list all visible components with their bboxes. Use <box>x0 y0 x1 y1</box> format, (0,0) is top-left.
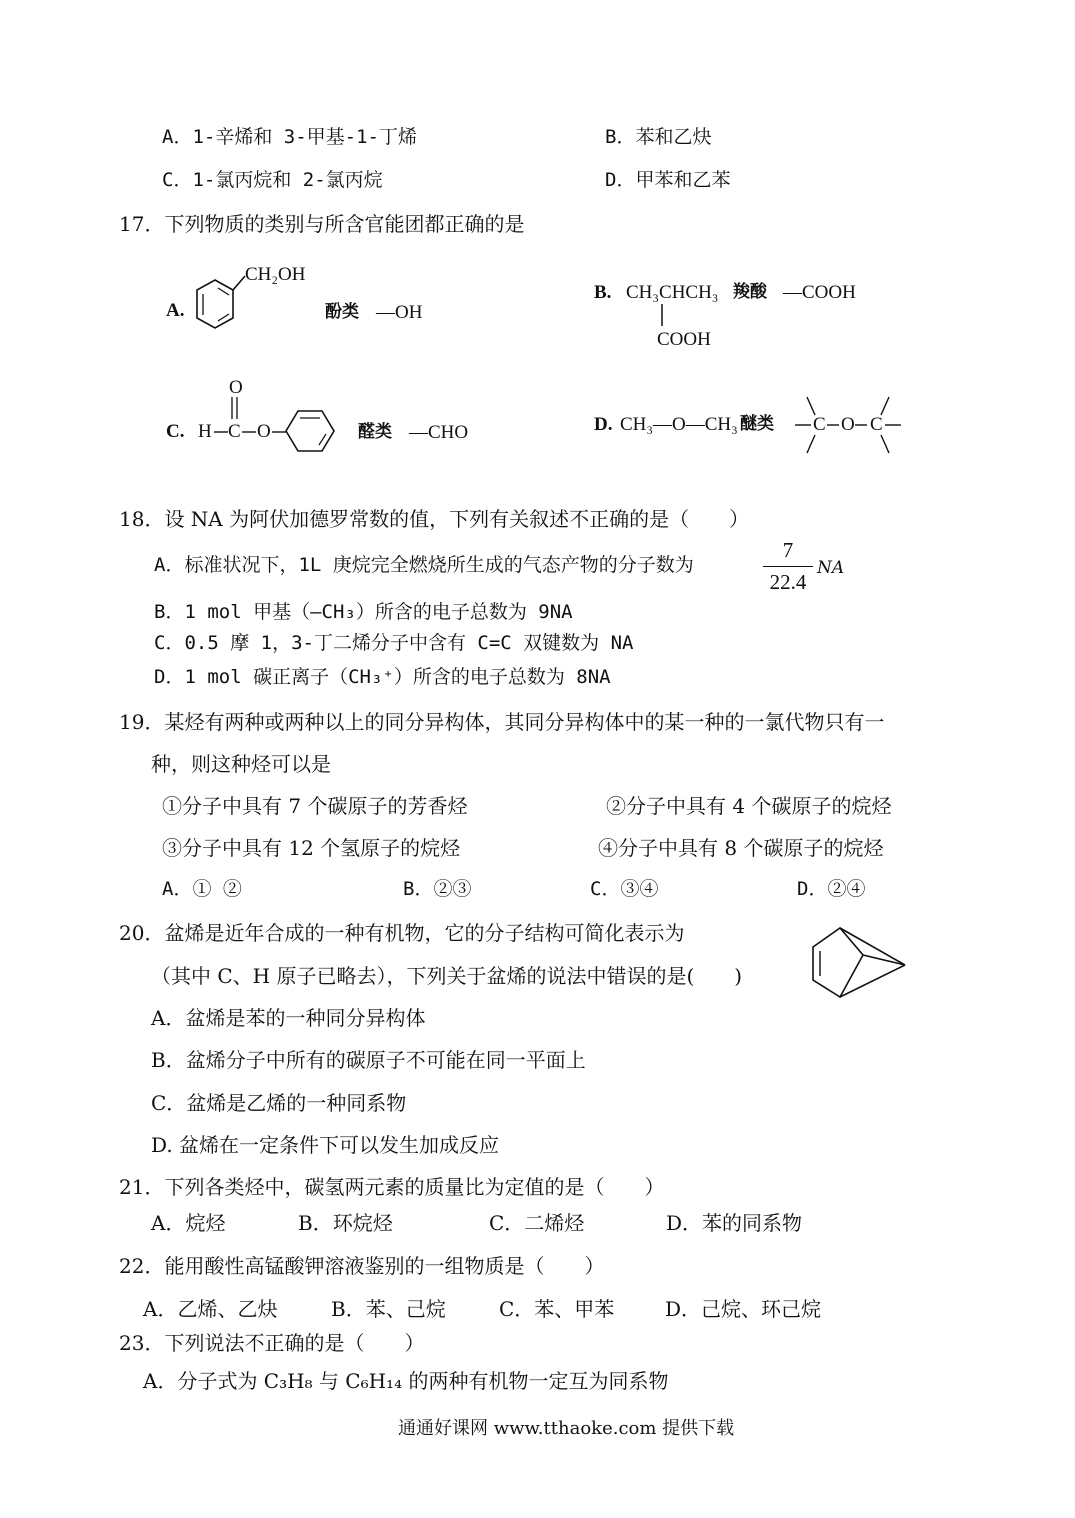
q16-option-b: B．苯和乙炔 <box>605 126 712 148</box>
q18-option-a: A．标准状况下，1L 庚烷完全燃烧所生成的气态产物的分子数为 <box>154 554 694 576</box>
q17-c-c: C <box>228 421 241 442</box>
q22-option-c: C．苯、甲苯 <box>499 1297 615 1321</box>
q19-option-c: C．③④ <box>590 878 659 900</box>
q17-b-class: 羧酸 <box>733 282 767 301</box>
q20-stem-line2: （其中 C、H 原子已略去），下列关于盆烯的说法中错误的是( ) <box>151 964 743 988</box>
q20-option-c: C．盆烯是乙烯的一种同系物 <box>151 1091 407 1115</box>
benzene-ring-a <box>195 268 245 348</box>
q19-choice-1: ①分子中具有 7 个碳原子的芳香烃 <box>162 794 468 818</box>
q21-option-d: D．苯的同系物 <box>666 1211 803 1235</box>
q16-option-d: D．甲苯和乙苯 <box>605 169 731 191</box>
q18-stem: 18．设 NA 为阿伏加德罗常数的值，下列有关叙述不正确的是（ ） <box>119 507 750 531</box>
q17-b-branch: COOH <box>657 329 711 350</box>
q17-d-fg-c2: C <box>870 414 883 435</box>
q21-option-b: B．环烷烃 <box>298 1211 393 1235</box>
q19-choice-2: ②分子中具有 4 个碳原子的烷烃 <box>606 794 892 818</box>
q19-option-b: B．②③ <box>403 878 472 900</box>
q17-d-fg-o: O <box>841 414 855 435</box>
q19-option-d: D．②④ <box>797 878 866 900</box>
q17-b-formula: CH₃CHCH₃ <box>626 282 719 303</box>
q17-b-bond <box>660 304 664 326</box>
q17-a-substituent: CH₂OH <box>245 264 306 285</box>
q17-c-h: H <box>198 421 212 442</box>
q17-c-ester-o: O <box>257 421 271 442</box>
q20-option-a: A．盆烯是苯的一种同分异构体 <box>151 1006 426 1030</box>
q17-d-fg-c1: C <box>813 414 826 435</box>
q17-a-group: —OH <box>376 302 423 323</box>
q19-choice-3: ③分子中具有 12 个氢原子的烷烃 <box>162 836 461 860</box>
q23-stem: 23．下列说法不正确的是（ ） <box>119 1331 425 1355</box>
q16-option-a: A．1-辛烯和 3-甲基-1-丁烯 <box>162 126 417 148</box>
q21-option-a: A．烷烃 <box>151 1211 226 1235</box>
q17-stem: 17．下列物质的类别与所含官能团都正确的是 <box>119 212 525 236</box>
q17-d-class: 醚类 <box>740 414 774 433</box>
q18-option-a-na: NA <box>817 558 845 578</box>
q18-option-b: B．1 mol 甲基（—CH₃）所含的电子总数为 9NA <box>154 601 573 623</box>
q21-stem: 21．下列各类烃中，碳氢两元素的质量比为定值的是（ ） <box>119 1175 665 1199</box>
q18-fraction <box>763 538 813 595</box>
q18-fraction-numerator: 7 <box>782 538 794 562</box>
q23-option-a: A．分子式为 C₃H₈ 与 C₆H₁₄ 的两种有机物一定互为同系物 <box>143 1369 669 1393</box>
q17-d-formula: CH₃—O—CH₃ <box>620 414 738 435</box>
q21-option-c: C．二烯烃 <box>489 1211 585 1235</box>
q22-option-d: D．己烷、环己烷 <box>665 1297 822 1321</box>
q17-d-letter: D. <box>594 414 613 435</box>
page-footer: 通通好课网 www.tthaoke.com 提供下载 <box>398 1418 735 1439</box>
q18-option-c: C．0.5 摩 1，3-丁二烯分子中含有 C=C 双键数为 NA <box>154 632 634 654</box>
q18-fraction-denominator: 22.4 <box>763 566 813 595</box>
q17-c-double-bond <box>229 397 241 419</box>
q17-b-group: —COOH <box>783 282 856 303</box>
q18-option-d: D．1 mol 碳正离子（CH₃⁺）所含的电子总数为 8NA <box>154 666 611 688</box>
q17-c-letter: C. <box>166 421 185 442</box>
q17-b-letter: B. <box>594 282 612 303</box>
q17-a-letter: A. <box>166 300 185 321</box>
q20-stem-line1: 20．盆烯是近年合成的一种有机物，它的分子结构可简化表示为 <box>119 921 685 945</box>
q22-option-b: B．苯、己烷 <box>331 1297 446 1321</box>
q17-c-carbonyl-o: O <box>229 377 243 398</box>
q17-a-class: 酚类 <box>325 302 359 321</box>
benzvalene-structure-diagram <box>808 925 908 1005</box>
q17-c-group: —CHO <box>409 422 469 443</box>
q19-option-a: A．① ② <box>162 878 242 900</box>
q17-c-class: 醛类 <box>358 422 392 441</box>
q20-option-d: D. 盆烯在一定条件下可以发生加成反应 <box>151 1133 500 1157</box>
q22-stem: 22．能用酸性高锰酸钾溶液鉴别的一组物质是（ ） <box>119 1254 605 1278</box>
q22-option-a: A．乙烯、乙炔 <box>143 1297 278 1321</box>
q19-stem-line1: 19．某烃有两种或两种以上的同分异构体，其同分异构体中的某一种的一氯代物只有一 <box>119 710 885 734</box>
benzene-ring-c <box>286 406 336 456</box>
q20-option-b: B．盆烯分子中所有的碳原子不可能在同一平面上 <box>151 1048 586 1072</box>
q19-stem-line2: 种，则这种烃可以是 <box>151 752 331 776</box>
q16-option-c: C．1-氯丙烷和 2-氯丙烷 <box>162 169 383 191</box>
q19-choice-4: ④分子中具有 8 个碳原子的烷烃 <box>598 836 884 860</box>
